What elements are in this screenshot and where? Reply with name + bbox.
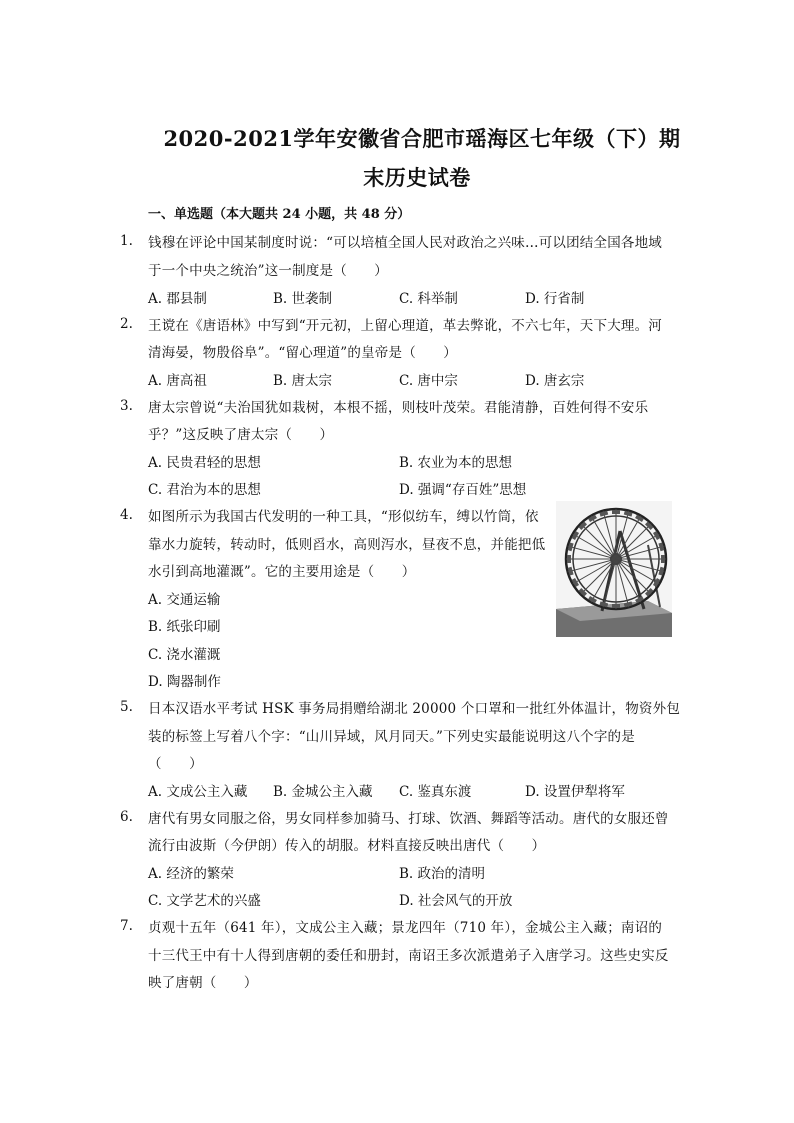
question-text: 贞观十五年（641 年），文成公主入藏；景龙四年（710 年），金城公主入藏；南诏的 [148, 920, 663, 936]
option-c: C. 唐中宗 [399, 373, 458, 389]
option-d: D. 行省制 [525, 291, 585, 307]
option-a: A. 经济的繁荣 [148, 866, 234, 882]
option-b: B. 农业为本的思想 [399, 455, 513, 471]
question-text: 于一个中央之统治”这一制度是（ ） [148, 263, 389, 279]
option-c: C. 浇水灌溉 [148, 647, 221, 663]
option-b: B. 政治的清明 [399, 866, 486, 882]
question-number: 2. [120, 316, 133, 332]
question-number: 4. [120, 507, 133, 523]
question-number: 3. [120, 398, 133, 414]
option-a: A. 唐高祖 [148, 373, 207, 389]
option-d: D. 社会风气的开放 [399, 893, 513, 909]
question-text: 流行由波斯（今伊朗）传入的胡服。材料直接反映出唐代（ ） [148, 838, 546, 854]
option-a: A. 文成公主入藏 [148, 784, 248, 800]
question-number: 1. [120, 233, 133, 249]
section-heading: 一、单选题（本大题共 24 小题，共 48 分） [148, 207, 411, 222]
question-text: （ ） [148, 756, 203, 772]
question-text: 水引到高地灌溉”。它的主要用途是（ ） [148, 564, 416, 580]
question-text: 映了唐朝（ ） [148, 975, 258, 991]
exam-title-line-2: 末历史试卷 [363, 165, 471, 190]
option-d: D. 唐玄宗 [525, 373, 585, 389]
question-text: 靠水力旋转，转动时，低则舀水，高则泻水，昼夜不息，并能把低 [148, 537, 546, 553]
option-c: C. 文学艺术的兴盛 [148, 893, 261, 909]
question-text: 王谠在《唐语林》中写到“开元初，上留心理道，革去弊讹，不六七年，天下大理。河 [148, 318, 663, 334]
question-number: 5. [120, 699, 133, 715]
option-c: C. 鉴真东渡 [399, 784, 472, 800]
option-b: B. 金城公主入藏 [273, 784, 373, 800]
option-a: A. 民贵君轻的思想 [148, 455, 261, 471]
option-d: D. 强调“存百姓”思想 [399, 482, 527, 498]
question-text: 唐代有男女同服之俗，男女同样参加骑马、打球、饮酒、舞蹈等活动。唐代的女服还曾 [148, 811, 669, 827]
waterwheel-image [556, 501, 672, 637]
option-a: A. 交通运输 [148, 592, 221, 608]
question-text: 乎？”这反映了唐太宗（ ） [148, 427, 334, 443]
option-c: C. 君治为本的思想 [148, 482, 261, 498]
question-text: 清海晏，物殷俗阜”。“留心理道”的皇帝是（ ） [148, 345, 458, 361]
question-text: 如图所示为我国古代发明的一种工具，“形似纺车，缚以竹筒，依 [148, 509, 539, 525]
question-text: 唐太宗曾说“夫治国犹如栽树，本根不摇，则枝叶茂荣。君能清静，百姓何得不安乐 [148, 400, 649, 416]
option-d: D. 设置伊犁将军 [525, 784, 625, 800]
question-text: 装的标签上写着八个字：“山川异域，风月同天。”下列史实最能说明这八个字的是 [148, 729, 635, 745]
option-a: A. 郡县制 [148, 291, 207, 307]
option-b: B. 唐太宗 [273, 373, 333, 389]
exam-title-line-1: 2020-2021学年安徽省合肥市瑶海区七年级（下）期 [163, 126, 681, 151]
question-text: 日本汉语水平考试 HSK 事务局捐赠给湖北 20000 个口罩和一批红外体温计，物资外包 [148, 701, 681, 717]
question-number: 6. [120, 809, 133, 825]
option-d: D. 陶器制作 [148, 674, 221, 690]
question-text: 钱穆在评论中国某制度时说：“可以培植全国人民对政治之兴味…可以团结全国各地域 [148, 235, 663, 251]
question-text: 十三代王中有十人得到唐朝的委任和册封，南诏王多次派遣弟子入唐学习。这些史实反 [148, 948, 669, 964]
question-number: 7. [120, 918, 133, 934]
option-b: B. 纸张印刷 [148, 619, 221, 635]
option-c: C. 科举制 [399, 291, 458, 307]
option-b: B. 世袭制 [273, 291, 333, 307]
